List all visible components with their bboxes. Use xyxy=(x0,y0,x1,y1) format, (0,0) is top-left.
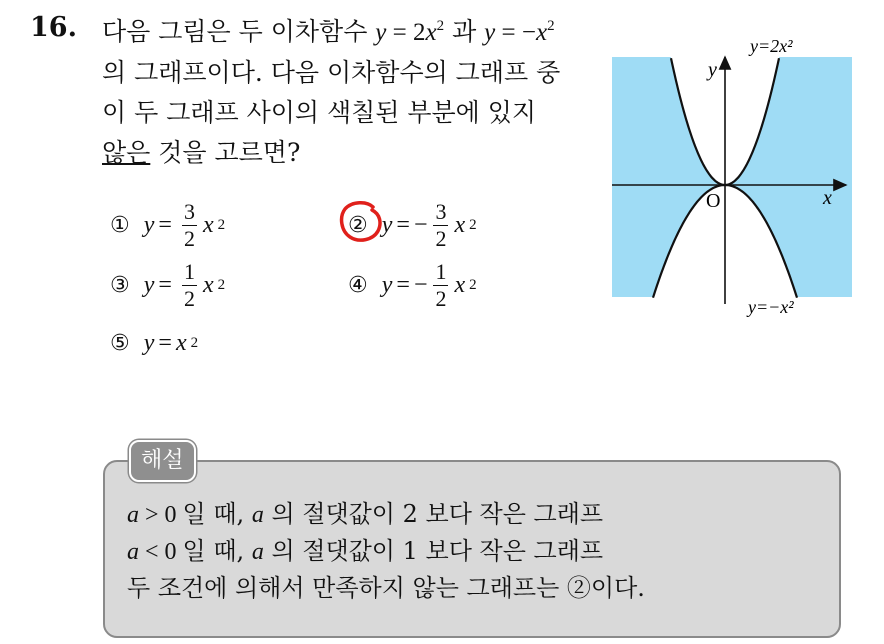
answer-mark-icon xyxy=(338,198,384,244)
solution-tag: 해설 xyxy=(129,440,196,482)
fraction: $\frac{3}{2}$ xyxy=(183,198,195,251)
solution-line-2: a < 0 일 때, a 의 절댓값이 1 보다 작은 그래프 xyxy=(127,537,604,565)
fraction: $\frac{1}{2}$ xyxy=(435,258,447,311)
fraction: $\frac{1}{2}$ xyxy=(183,258,195,311)
choice-expression: y = − $\frac{3}{2}$ x 2 xyxy=(381,198,477,251)
upper-curve-label: y=2x² xyxy=(750,36,793,56)
choice-expression: y = x 2 xyxy=(143,329,199,356)
x-axis-label: x xyxy=(823,187,832,209)
question-line-3: 이 두 그래프 사이의 색칠된 부분에 있지 xyxy=(102,98,537,127)
question-line-1: 다음 그림은 두 이차함수 $y = 2x^2$ 과 $y = -x^2$ xyxy=(102,17,555,46)
question-line-2: 의 그래프이다. 다음 이차함수의 그래프 중 xyxy=(102,58,561,87)
solution-line-3: 두 조건에 의해서 만족하지 않는 그래프는 ②이다. xyxy=(127,574,645,602)
choice-1[interactable] xyxy=(110,195,225,255)
choice-expression: y = − $\frac{1}{2}$ x 2 xyxy=(381,258,477,311)
question-number: 16. xyxy=(30,12,77,43)
choice-expression: y = $\frac{1}{2}$ x 2 xyxy=(143,258,226,311)
solution-line-1: a > 0 일 때, a 의 절댓값이 2 보다 작은 그래프 xyxy=(127,500,604,528)
question-text xyxy=(102,12,592,173)
choice-5[interactable] xyxy=(110,313,198,373)
lower-curve-label: y=−x² xyxy=(748,297,794,317)
origin-label: O xyxy=(706,190,721,212)
y-axis-label: y xyxy=(708,59,717,81)
choice-number: ③ xyxy=(110,272,130,298)
choice-3[interactable] xyxy=(110,255,225,315)
choice-number: ① xyxy=(110,212,130,238)
fraction: $\frac{3}{2}$ xyxy=(435,198,447,251)
choice-number: ② xyxy=(348,212,368,238)
parabola-graph xyxy=(600,30,860,320)
solution-text xyxy=(127,496,645,606)
choice-4[interactable] xyxy=(348,255,477,315)
underlined-word: 않은 xyxy=(102,138,151,167)
question-line-4: 않은 것을 고르면? xyxy=(102,138,301,167)
choice-expression: y = $\frac{3}{2}$ x 2 xyxy=(143,198,226,251)
choice-number: ⑤ xyxy=(110,330,130,356)
choice-number: ④ xyxy=(348,272,368,298)
